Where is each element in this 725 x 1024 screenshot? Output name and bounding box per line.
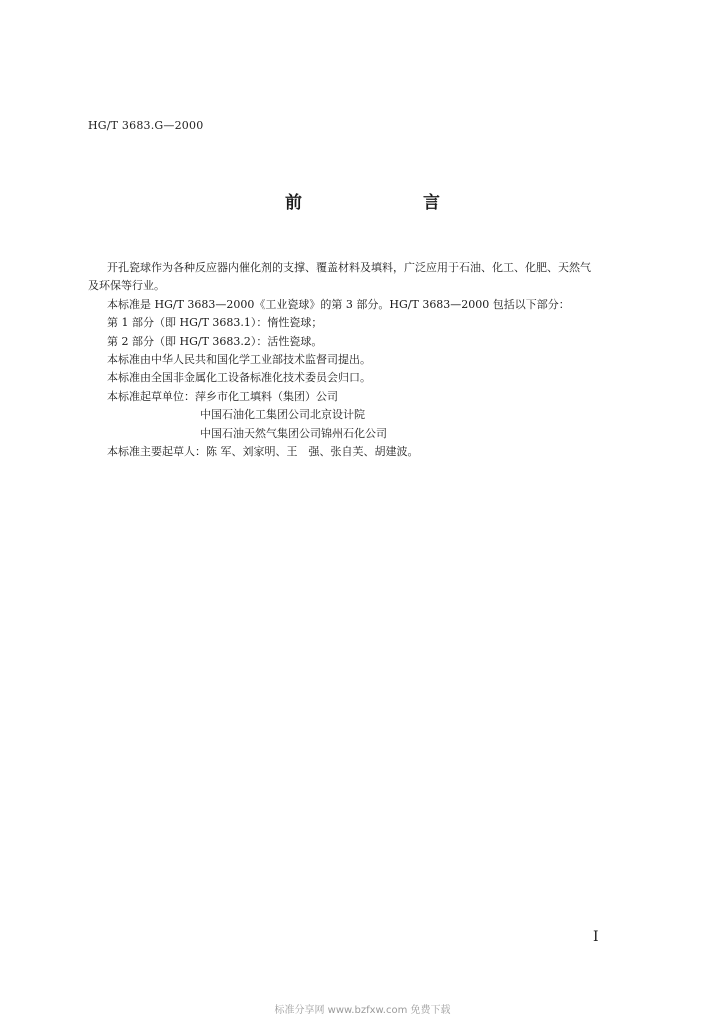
page-title: 前 言 bbox=[285, 193, 492, 213]
paragraph-line: 本标准起草单位：萍乡市化工填料（集团）公司 bbox=[107, 389, 338, 403]
page-number: I bbox=[593, 929, 599, 945]
paragraph-line: 本标准主要起草人：陈 军、刘家明、王 强、张自芙、胡建波。 bbox=[107, 445, 419, 459]
paragraph-line: 中国石油天然气集团公司锦州石化公司 bbox=[200, 426, 387, 440]
paragraph-line: 第 1 部分（即 HG/T 3683.1）：惰性瓷球； bbox=[107, 316, 323, 330]
paragraph-line: 中国石油化工集团公司北京设计院 bbox=[200, 408, 365, 422]
paragraph-line: 本标准由中华人民共和国化学工业部技术监督司提出。 bbox=[107, 353, 371, 367]
paragraph-line: 本标准是 HG/T 3683—2000《工业瓷球》的第 3 部分。HG/T 3683—2000 包括以下部分： bbox=[107, 297, 570, 311]
document-body bbox=[88, 259, 638, 461]
standard-code: HG/T 3683.G—2000 bbox=[88, 119, 204, 132]
paragraph-line: 本标准由全国非金属化工设备标准化技术委员会归口。 bbox=[107, 371, 371, 385]
paragraph-line: 第 2 部分（即 HG/T 3683.2）：活性瓷球。 bbox=[107, 334, 323, 348]
paragraph-line: 开孔瓷球作为各种反应器内催化剂的支撑、覆盖材料及填料，广泛应用于石油、化工、化肥、天然气 bbox=[107, 261, 591, 274]
footer-watermark: 标准分享网 www.bzfxw.com 免费下载 bbox=[274, 1005, 451, 1016]
paragraph-line: 及环保等行业。 bbox=[88, 279, 165, 293]
